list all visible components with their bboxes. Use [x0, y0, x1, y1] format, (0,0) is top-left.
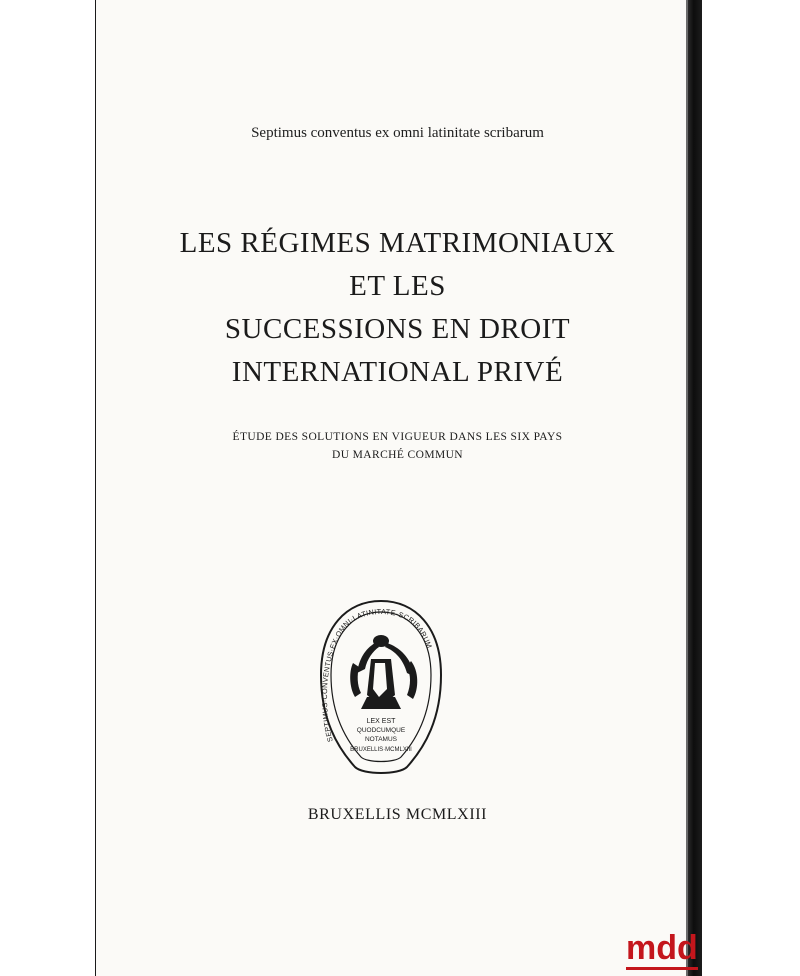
title-page: [95, 0, 700, 976]
seal-motto-line-4: BRUXELLIS·MCMLXIII: [350, 747, 412, 753]
page-edge-binding: [688, 0, 702, 976]
title-line-3: SUCCESSIONS EN DROIT: [224, 313, 571, 345]
series-line: Septimus conventus ex omni latinitate scribarum: [251, 125, 544, 141]
mdd-logo-icon: [622, 917, 702, 976]
seal-motto-line-3: NOTAMUS: [364, 736, 398, 743]
title-line-1: LES RÉGIMES MATRIMONIAUX: [179, 227, 616, 259]
title-line-4: INTERNATIONAL PRIVÉ: [231, 356, 564, 388]
mdd-logo-text: mdd: [626, 929, 698, 967]
imprint-place-date: BRUXELLIS MCMLXIII: [307, 806, 488, 823]
book-title: [95, 222, 700, 394]
seal-motto-line-2: QUODCUMQUE: [356, 727, 406, 734]
seal-bird-emblem: [350, 635, 417, 709]
seal-ring-text: SEPTIMUS·CONVENTUS·EX·OMNI·LATINITATE·SCRIBARUM: [319, 606, 435, 743]
subtitle-line-2: DU MARCHÉ COMMUN: [332, 449, 463, 461]
seal-motto-line-1: LEX EST: [366, 718, 396, 725]
book-subtitle: [95, 428, 700, 464]
subtitle-line-1: ÉTUDE DES SOLUTIONS EN VIGUEUR DANS LES SIX PAYS: [232, 431, 563, 443]
congress-seal-icon: [315, 597, 447, 778]
title-line-2: ET LES: [349, 270, 446, 302]
